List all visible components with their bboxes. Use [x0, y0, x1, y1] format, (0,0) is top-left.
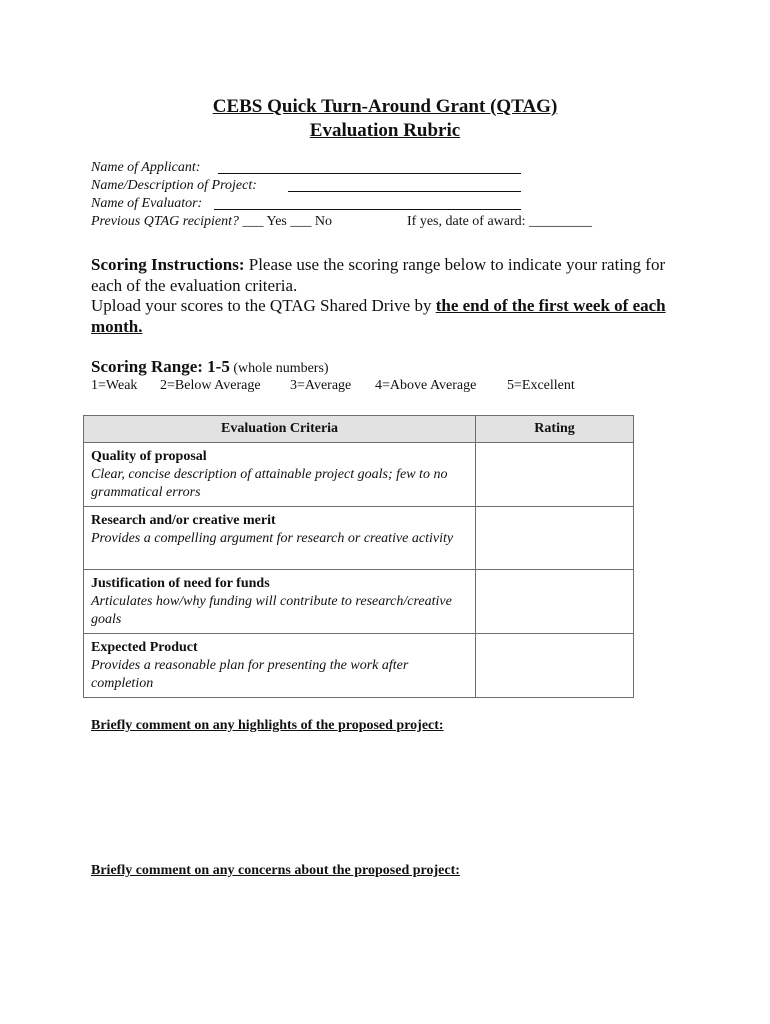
criteria-name: Research and/or creative merit — [91, 513, 276, 528]
instructions-text: Please use the scoring range below to indicate your rating for each of the evaluation criteria. — [91, 255, 666, 295]
criteria-name: Justification of need for funds — [91, 576, 270, 591]
table-row — [84, 507, 634, 570]
criteria-description: Provides a reasonable plan for presenting the work after completion — [91, 658, 409, 691]
no-option[interactable]: ___ No — [290, 214, 332, 229]
applicant-field — [91, 159, 200, 177]
previous-recipient-label: Previous QTAG recipient? — [91, 214, 240, 229]
criteria-description: Articulates how/why funding will contribute to research/creative goals — [91, 594, 452, 627]
upload-instructions — [91, 295, 681, 337]
scale-item: 4=Above Average — [375, 378, 477, 393]
rating-cell[interactable] — [476, 507, 634, 570]
evaluator-label: Name of Evaluator: — [91, 196, 203, 211]
criteria-name: Quality of proposal — [91, 449, 207, 464]
highlights-comment-label: Briefly comment on any highlights of the proposed project: — [91, 718, 444, 733]
table-row — [84, 570, 634, 634]
project-field — [91, 177, 257, 195]
evaluator-field — [91, 195, 202, 213]
criteria-description: Provides a compelling argument for research or creative activity — [91, 531, 454, 546]
evaluation-table — [83, 415, 634, 698]
scale-item: 1=Weak — [91, 378, 138, 393]
applicant-blank[interactable] — [218, 173, 521, 174]
concerns-comment-label: Briefly comment on any concerns about the proposed project: — [91, 863, 460, 878]
scale-item: 2=Below Average — [160, 378, 261, 393]
rating-cell[interactable] — [476, 570, 634, 634]
criteria-cell — [84, 507, 476, 570]
applicant-label: Name of Applicant: — [91, 160, 201, 175]
award-date-field[interactable]: If yes, date of award: _________ — [407, 214, 593, 229]
scoring-instructions — [91, 254, 681, 296]
scoring-range-note: (whole numbers) — [229, 361, 329, 376]
document-title: CEBS Quick Turn-Around Grant (QTAG) — [212, 96, 558, 117]
deadline-text: the end of the first week of each month. — [91, 296, 666, 336]
table-header-row — [84, 416, 634, 443]
table-row — [84, 634, 634, 698]
yes-option[interactable]: ___ Yes — [242, 214, 287, 229]
scale-item: 5=Excellent — [507, 378, 575, 393]
instructions-heading: Scoring Instructions: — [91, 255, 245, 274]
table-row — [84, 443, 634, 507]
previous-recipient-field — [91, 213, 332, 231]
project-blank[interactable] — [288, 191, 521, 192]
document-subtitle: Evaluation Rubric — [309, 120, 461, 141]
criteria-cell — [84, 634, 476, 698]
rating-cell[interactable] — [476, 634, 634, 698]
criteria-name: Expected Product — [91, 640, 198, 655]
scoring-range-heading — [91, 357, 329, 379]
rating-header: Rating — [476, 416, 634, 443]
scoring-range-title: Scoring Range: 1-5 — [91, 357, 230, 376]
scale-item: 3=Average — [290, 378, 352, 393]
criteria-cell — [84, 443, 476, 507]
upload-text: Upload your scores to the QTAG Shared Drive by — [91, 296, 436, 315]
evaluator-blank[interactable] — [214, 209, 521, 210]
criteria-description: Clear, concise description of attainable project goals; few to no grammatical errors — [91, 467, 448, 500]
rating-cell[interactable] — [476, 443, 634, 507]
criteria-cell — [84, 570, 476, 634]
criteria-header: Evaluation Criteria — [84, 416, 476, 443]
project-label: Name/Description of Project: — [91, 178, 257, 193]
